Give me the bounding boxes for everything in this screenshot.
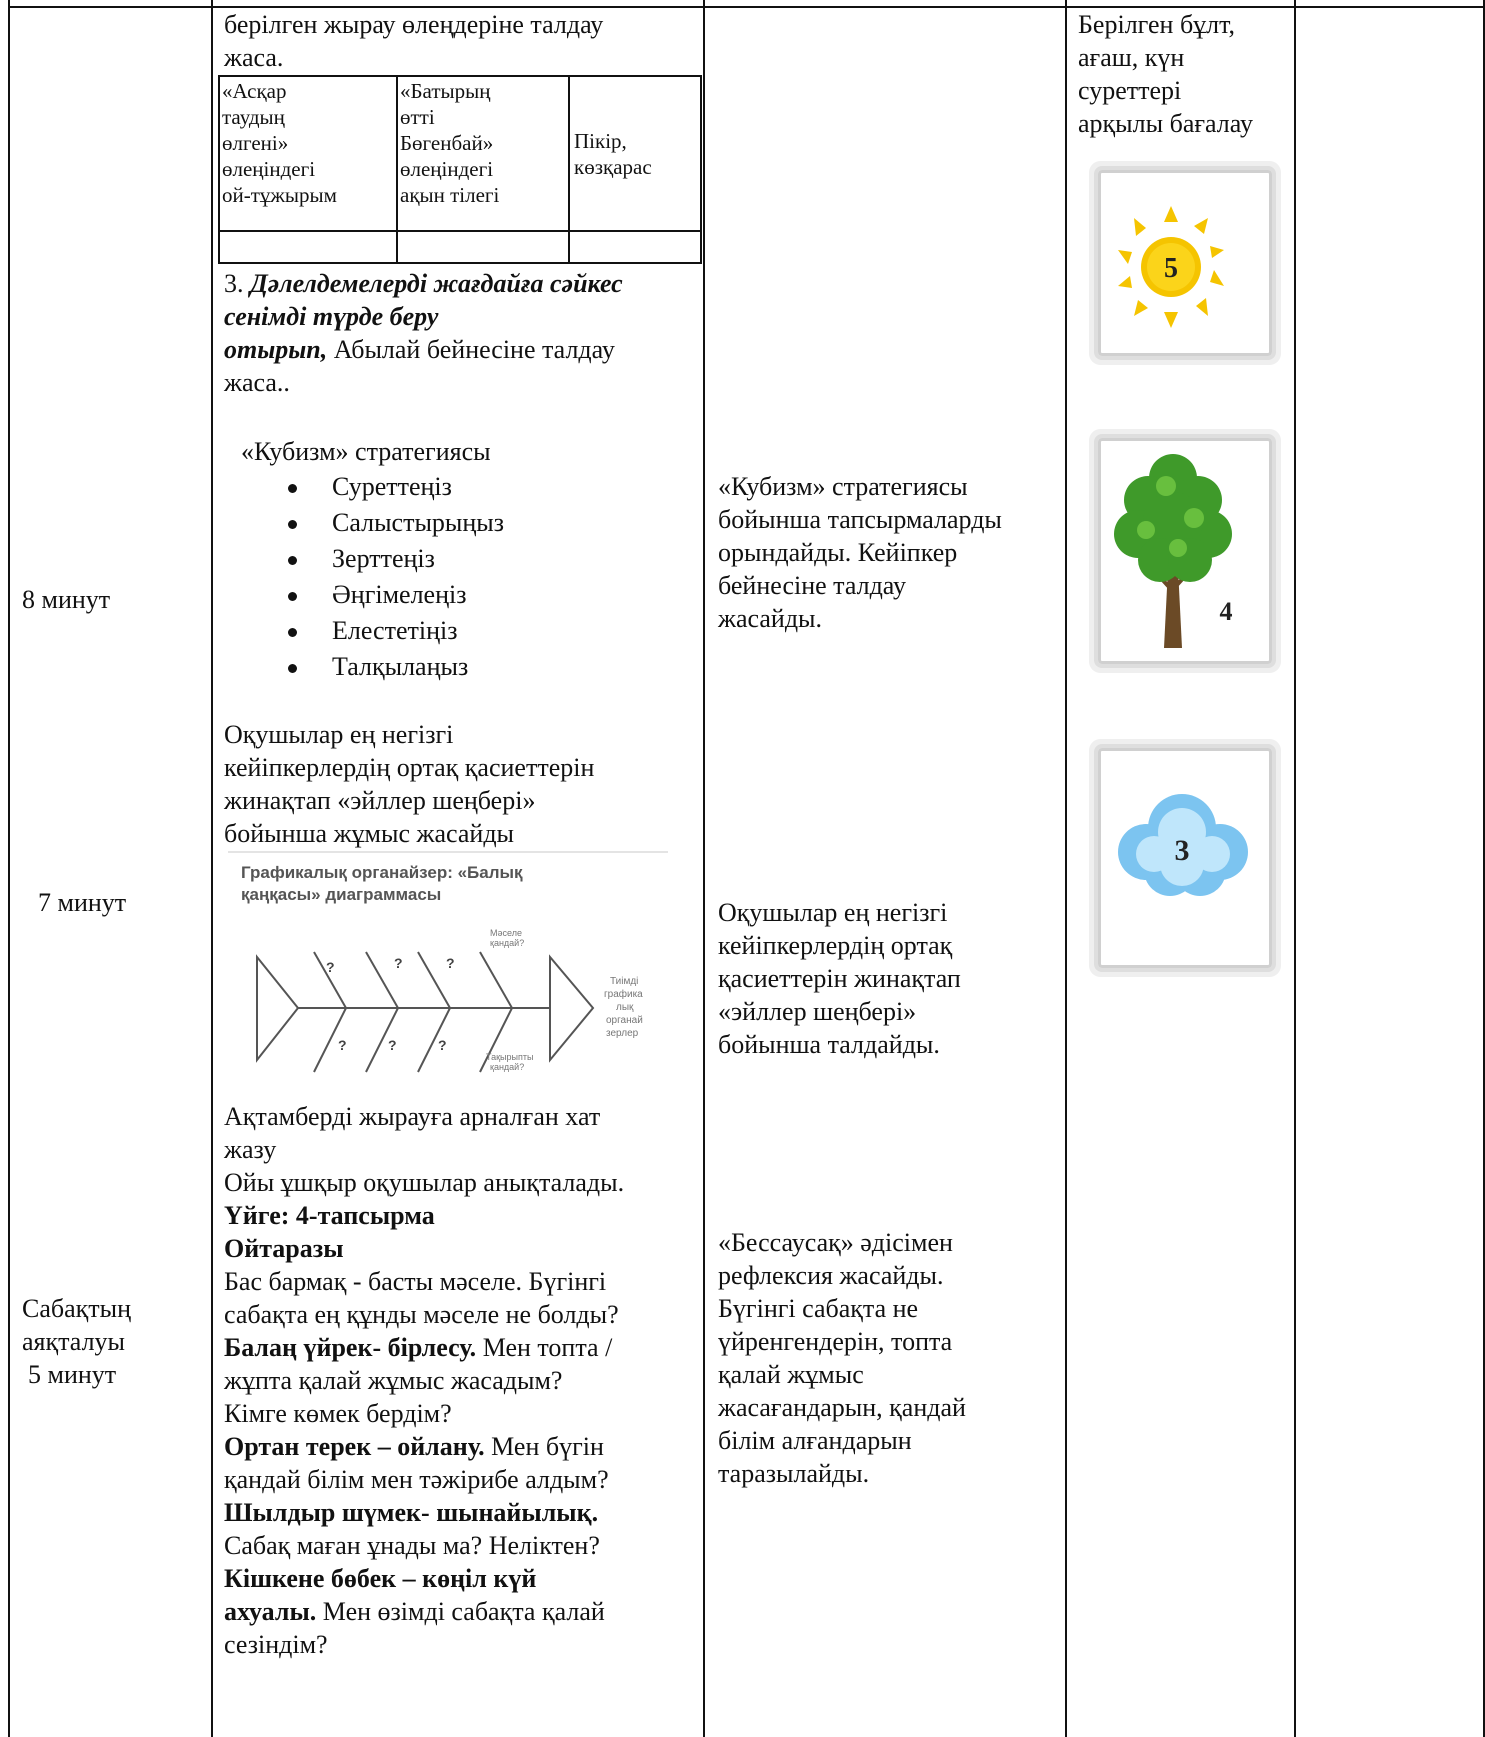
- fishbone-diagram: [228, 850, 668, 1090]
- analysis-table-divider: [568, 77, 570, 264]
- assessment-line-2: ағаш, күн: [1078, 43, 1185, 72]
- strategy-title: «Кубизм» стратегиясы: [241, 437, 491, 466]
- task-3-line-3: отырып, Абылай бейнесіне талдау: [224, 335, 615, 364]
- assessment-line-4: арқылы бағалау: [1078, 109, 1253, 138]
- reflection-line: қалай жұмыс: [718, 1360, 864, 1389]
- table-header-3: Пікір, көзқарас: [574, 129, 652, 179]
- pupils-line-3: жинақтап «эйллер шеңбері»: [224, 786, 536, 815]
- reflection-line: жасағандарын, қандай: [718, 1393, 966, 1422]
- reflection-line: білім алғандарын: [718, 1426, 912, 1455]
- list-item: Суреттеңіз: [280, 469, 504, 505]
- lesson-ending-line-2: аяқталуы: [22, 1327, 126, 1356]
- tree-icon: [1098, 438, 1272, 664]
- table-divider-2: [703, 0, 705, 1737]
- reflection-line: Бүгінгі сабақта не: [718, 1294, 919, 1323]
- fishbone-question-mark: ?: [388, 1037, 397, 1053]
- kishkene-line-3: сезіндім?: [224, 1630, 328, 1659]
- fishbone-top-label: Мәселе қандай?: [490, 928, 525, 948]
- euler-line: қасиеттерін жинақтап: [718, 964, 961, 993]
- letter-line-2: жазу: [224, 1135, 277, 1164]
- fishbone-question-mark: ?: [394, 955, 403, 971]
- task-3-line-2: сенімді түрде беру: [224, 302, 439, 331]
- cubism-line: бойынша тапсырмаларды: [718, 505, 1002, 534]
- fishbone-title-line-2: қаңқасы» диаграммасы: [241, 885, 442, 904]
- euler-line: Оқушылар ең негізгі: [718, 898, 948, 927]
- list-item: Салыстырыңыз: [280, 505, 504, 541]
- pupils-line-4: бойынша жұмыс жасайды: [224, 819, 515, 848]
- identify-line: Ойы ұшқыр оқушылар анықталады.: [224, 1168, 625, 1197]
- analysis-table: [218, 75, 702, 264]
- sun-icon: [1098, 170, 1272, 356]
- duck-line-2: жұпта қалай жұмыс жасадым?: [224, 1366, 563, 1395]
- cloud-score: 3: [1174, 834, 1190, 867]
- tree-score: 4: [1219, 597, 1233, 626]
- list-item: Зерттеңіз: [280, 541, 504, 577]
- list-item: Талқылаңыз: [280, 649, 504, 685]
- fishbone-bottom-label: Тақырыпты қандай?: [486, 1052, 534, 1072]
- cubism-line: жасайды.: [718, 604, 823, 633]
- task-3-line-1: 3. Дәлелдемелерді жағдайға сәйкес: [224, 269, 623, 298]
- cubism-line: бейнесіне талдау: [718, 571, 907, 600]
- cubism-line: орындайды. Кейіпкер: [718, 538, 958, 567]
- sun-card: [1098, 170, 1272, 356]
- table-divider-1: [211, 0, 213, 1737]
- shyldyr-line-2: Сабақ маған ұнады ма? Неліктен?: [224, 1531, 600, 1560]
- duck-line-3: Кімге көмек бердім?: [224, 1399, 452, 1428]
- table-header-2: «Батырың өтті Бөгенбай» өлеңіндегі ақын тілегі: [400, 79, 500, 207]
- fishbone-title-line-1: Графикалық органайзер: «Балық: [241, 863, 523, 882]
- shyldyr-line-1: Шылдыр шүмек- шынайылық.: [224, 1498, 599, 1527]
- intro-line-1: берілген жырау өлеңдеріне талдау: [224, 10, 604, 39]
- duck-line-1: Балаң үйрек- бірлесу. Мен топта /: [224, 1333, 613, 1362]
- reflection-line: «Бессаусақ» әдісімен: [718, 1228, 953, 1257]
- fishbone-question-mark: ?: [326, 959, 335, 975]
- intro-line-2: жаса.: [224, 43, 284, 72]
- lesson-ending-line-1: Сабақтың: [22, 1294, 132, 1323]
- time-8-min: 8 минут: [22, 585, 111, 614]
- cloud-icon: [1098, 748, 1272, 968]
- homework-line: Үйге: 4-тапсырма: [224, 1201, 435, 1230]
- table-header-1: «Асқар таудың өлгені» өлеңіндегі ой-тұжырым: [222, 79, 337, 207]
- thumb-line-1: Бас бармақ - басты мәселе. Бүгінгі: [224, 1267, 607, 1296]
- time-7-min: 7 минут: [38, 888, 127, 917]
- pupils-line-2: кейіпкерлердің ортақ қасиеттерін: [224, 753, 595, 782]
- letter-line-1: Ақтамберді жырауға арналған хат: [224, 1102, 601, 1131]
- list-item: Елестетіңіз: [280, 613, 504, 649]
- euler-line: кейіпкерлердің ортақ: [718, 931, 953, 960]
- thumb-line-2: сабақта ең құнды мәселе не болды?: [224, 1300, 619, 1329]
- reflection-line: таразылайды.: [718, 1459, 870, 1488]
- table-divider-3: [1065, 0, 1067, 1737]
- middle-line-1: Ортан терек – ойлану. Мен бүгін: [224, 1432, 604, 1461]
- euler-line: бойынша талдайды.: [718, 1030, 940, 1059]
- cloud-card: [1098, 748, 1272, 968]
- table-border-left: [8, 0, 10, 1737]
- fishbone-question-mark: ?: [338, 1037, 347, 1053]
- table-divider-4: [1294, 0, 1296, 1737]
- pupils-line-1: Оқушылар ең негізгі: [224, 720, 454, 749]
- sun-score: 5: [1164, 253, 1178, 284]
- reflection-title: Ойтаразы: [224, 1234, 344, 1263]
- task-3-line-4: жаса..: [224, 368, 290, 397]
- strategy-list: [280, 469, 504, 685]
- reflection-line: рефлексия жасайды.: [718, 1261, 944, 1290]
- assessment-line-3: суреттері: [1078, 76, 1182, 105]
- fishbone-question-mark: ?: [446, 955, 455, 971]
- euler-line: «эйллер шеңбері»: [718, 997, 917, 1026]
- lesson-ending-line-3: 5 минут: [28, 1360, 117, 1389]
- analysis-table-row-divider: [220, 230, 700, 232]
- kishkene-line-2: ахуалы. Мен өзімді сабақта қалай: [224, 1597, 605, 1626]
- tree-card: [1098, 438, 1272, 664]
- reflection-line: үйренгендерін, топта: [718, 1327, 953, 1356]
- fishbone-question-mark: ?: [438, 1037, 447, 1053]
- middle-line-2: қандай білім мен тәжірибе алдым?: [224, 1465, 609, 1494]
- kishkene-line-1: Кішкене бөбек – көңіл күй: [224, 1564, 537, 1593]
- analysis-table-divider: [396, 77, 398, 264]
- fishbone-head-label: Тиімді графика лық органай зерлер: [604, 976, 643, 1039]
- list-item: Әңгімелеңіз: [280, 577, 504, 613]
- assessment-line-1: Берілген бұлт,: [1078, 10, 1236, 39]
- cubism-line: «Кубизм» стратегиясы: [718, 472, 968, 501]
